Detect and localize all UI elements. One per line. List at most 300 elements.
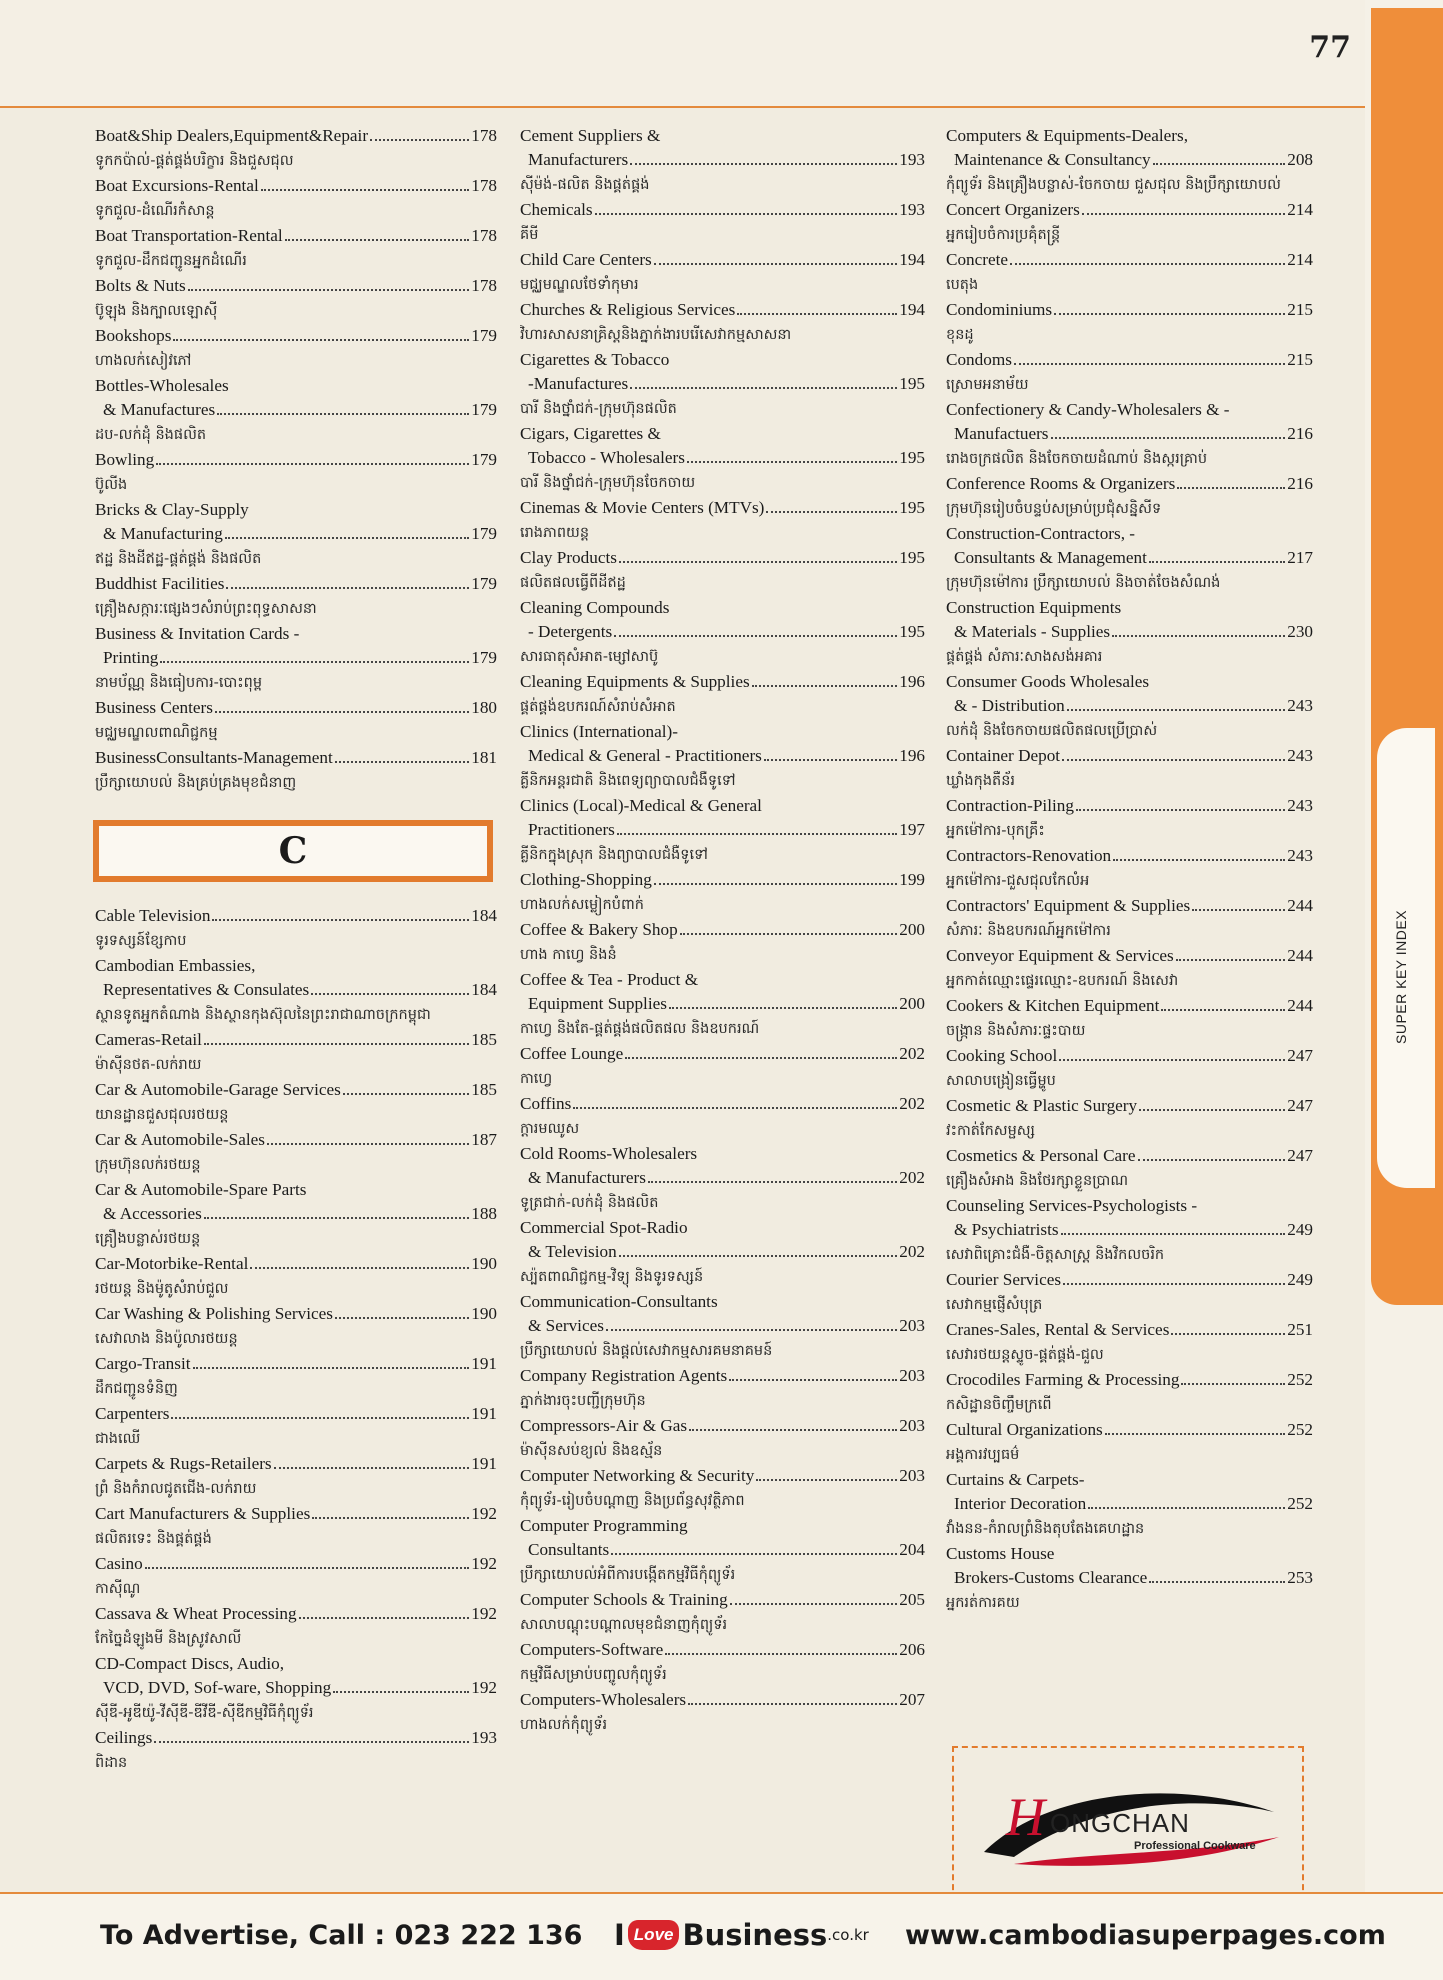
index-entry [520, 1216, 925, 1290]
dot-leader [217, 413, 469, 415]
entry-page-number: 208 [1287, 150, 1313, 169]
entry-khmer: ចង្ក្រាន និងសំភារៈផ្ទះបាយ [946, 1023, 1086, 1039]
entry-khmer: សេវាកម្មផ្ញើសំបុត្រ [946, 1297, 1043, 1313]
entry-line [946, 844, 1313, 868]
index-entry [95, 572, 497, 622]
dot-leader [193, 1367, 470, 1369]
entry-khmer: ហាងលក់កុំព្យូទ័រ [520, 1717, 608, 1733]
entry-title: Communication-Consultants [520, 1292, 718, 1311]
column-2-entries [520, 124, 925, 1738]
entry-line [95, 274, 497, 298]
entry-line [520, 248, 925, 272]
entry-page-number: 190 [471, 1254, 497, 1273]
index-entry [946, 1468, 1313, 1542]
entry-line [95, 1726, 497, 1750]
entry-khmer: កសិដ្ឋានចិញ្ចឹមក្រពើ [946, 1397, 1052, 1413]
entry-title: Bottles-Wholesales [95, 376, 229, 395]
entry-title: Representatives & Consulates [103, 980, 310, 999]
entry-line [95, 1676, 497, 1700]
dot-leader [311, 993, 469, 995]
entry-khmer: អ្នករៀបចំការប្រគុំតន្ត្រី [946, 227, 1061, 243]
index-entry [946, 348, 1313, 398]
dot-leader [226, 587, 469, 589]
dot-leader [1062, 759, 1285, 761]
entry-page-number: 244 [1287, 996, 1313, 1015]
dot-leader [648, 1181, 897, 1183]
entry-title: Bolts & Nuts [95, 276, 186, 295]
entry-page-number: 187 [471, 1130, 497, 1149]
dot-leader [156, 463, 469, 465]
entry-khmer: ដប-លក់ដុំ និងផលិត [95, 427, 207, 443]
entry-title: Business Centers [95, 698, 213, 717]
entry-title: Boat&Ship Dealers,Equipment&Repair [95, 126, 369, 145]
entry-line [520, 1042, 925, 1066]
entry-khmer: ក្តារមឈូស [520, 1121, 580, 1137]
entry-line [946, 1418, 1313, 1442]
index-entry [95, 1726, 497, 1776]
entry-khmer: ហាង កាហ្វេ និងនំ [520, 947, 617, 963]
entry-title: Clay Products [520, 548, 617, 567]
entry-title: Computer Programming [520, 1516, 688, 1535]
entry-title: Construction-Contractors, - [946, 524, 1136, 543]
entry-line [95, 572, 497, 596]
dot-leader [335, 761, 469, 763]
entry-khmer: ឃ្លាំងកុងតឺន័រ [946, 773, 1016, 789]
entry-title: & Psychiatrists [954, 1220, 1059, 1239]
index-entry [95, 1552, 497, 1602]
entry-line [520, 372, 925, 396]
entry-title: Tobacco - Wholesalers [528, 448, 685, 467]
entry-line [520, 868, 925, 892]
entry-page-number: 194 [899, 250, 925, 269]
entry-line [946, 694, 1313, 718]
entry-title: Bowling [95, 450, 155, 469]
dot-leader [299, 1617, 470, 1619]
entry-khmer: ប៊ូឡុង និងក្បាលឡោស៊ី [95, 303, 218, 319]
entry-line [95, 224, 497, 248]
index-entry [520, 496, 925, 546]
entry-title: Computer Networking & Security [520, 1466, 755, 1485]
entry-line [520, 1588, 925, 1612]
entry-title: Carpets & Rugs-Retailers [95, 1454, 272, 1473]
entry-page-number: 216 [1287, 474, 1313, 493]
entry-page-number: 192 [471, 1504, 497, 1523]
entry-khmer: ផ្គត់ផ្គង់ឧបករណ៍សំរាប់សំអាត [520, 699, 676, 715]
index-entry [520, 1364, 925, 1414]
page-header [0, 0, 1365, 108]
entry-khmer: គ្រឿងបន្លាស់រថយន្ត [95, 1231, 201, 1247]
entry-page-number: 200 [899, 994, 925, 1013]
entry-line [946, 1094, 1313, 1118]
entry-title: Cement Suppliers & [520, 126, 661, 145]
index-entry [95, 696, 497, 746]
entry-title: Buddhist Facilities [95, 574, 225, 593]
heart-icon: Love [628, 1920, 680, 1950]
entry-line [95, 1352, 497, 1376]
website-link[interactable]: www.cambodiasuperpages.com [905, 1920, 1386, 1951]
index-entry [95, 1652, 497, 1726]
entry-title: Car & Automobile-Sales [95, 1130, 265, 1149]
index-entry [520, 1464, 925, 1514]
entry-title: Condominiums [946, 300, 1053, 319]
index-entry [520, 794, 925, 868]
index-entry [520, 918, 925, 968]
entry-line [520, 620, 925, 644]
entry-page-number: 203 [899, 1366, 925, 1385]
logo-i: I [614, 1918, 625, 1952]
entry-khmer: កុំព្យូទ័រ-រៀបចំបណ្តាញ និងប្រព័ន្ធសុវត្ថិភាព [520, 1493, 745, 1509]
section-letter: C [278, 830, 308, 872]
entry-page-number: 243 [1287, 846, 1313, 865]
entry-page-number: 184 [471, 906, 497, 925]
entry-line [95, 324, 497, 348]
entry-khmer: បារី និងថ្នាំជក់-ក្រុមហ៊ុនផលិត [520, 401, 677, 417]
dot-leader [764, 759, 897, 761]
entry-khmer: គីមី [520, 227, 539, 243]
entry-khmer: ប៊ូលីង [95, 477, 128, 493]
column-1 [95, 124, 497, 1776]
side-tab-orange [1371, 8, 1443, 1305]
entry-page-number: 206 [899, 1640, 925, 1659]
dot-leader [261, 189, 469, 191]
entry-khmer: ជាងឈើ [95, 1431, 141, 1447]
entry-page-number: 195 [899, 548, 925, 567]
entry-title: Clothing-Shopping [520, 870, 652, 889]
entry-title: Confectionery & Candy-Wholesalers & - [946, 400, 1230, 419]
dot-leader [274, 1467, 470, 1469]
entry-title: Child Care Centers [520, 250, 652, 269]
entry-page-number: 185 [471, 1080, 497, 1099]
entry-line [520, 1688, 925, 1712]
index-entry [946, 398, 1313, 472]
entry-title: Clinics (Local)-Medical & General [520, 796, 762, 815]
entry-khmer: មជ្ឈមណ្ឌលថែទាំកុមារ [520, 277, 639, 293]
dot-leader [212, 919, 469, 921]
entry-title: Cable Television [95, 906, 211, 925]
dot-leader [1105, 1433, 1285, 1435]
entry-page-number: 179 [471, 400, 497, 419]
entry-title: Cleaning Compounds [520, 598, 670, 617]
entry-line [520, 1538, 925, 1562]
entry-title: Carpenters [95, 1404, 170, 1423]
entry-title: Container Depot [946, 746, 1061, 765]
entry-page-number: 203 [899, 1466, 925, 1485]
entry-khmer: ខុនដូ [946, 327, 974, 343]
index-entry [520, 422, 925, 496]
entry-line [95, 1252, 497, 1276]
index-entry [95, 1252, 497, 1302]
dot-leader [188, 289, 469, 291]
entry-page-number: 193 [899, 150, 925, 169]
entry-title: Interior Decoration [954, 1494, 1087, 1513]
index-entry [95, 1028, 497, 1078]
entry-line [520, 1364, 925, 1388]
dot-leader [1014, 363, 1285, 365]
entry-line [95, 174, 497, 198]
entry-page-number: 247 [1287, 1096, 1313, 1115]
entry-khmer: គ្លីនិកអន្តរជាតិ និងពេទ្យព្យាបាលជំងឺទូទៅ [520, 773, 736, 789]
entry-page-number: 179 [471, 524, 497, 543]
entry-khmer: ស្ប៉តពាណិជ្ជកម្ម-វិទ្យុ និងទូរទស្សន៍ [520, 1269, 704, 1285]
entry-title: Cosmetic & Plastic Surgery [946, 1096, 1138, 1115]
index-entry [520, 720, 925, 794]
entry-line [520, 1240, 925, 1264]
dot-leader [1113, 859, 1285, 861]
entry-line [946, 1268, 1313, 1292]
entry-page-number: 178 [471, 226, 497, 245]
entry-title: Ceilings [95, 1728, 153, 1747]
entry-khmer: គ្រឿងសក្ការៈផ្សេងៗសំរាប់ព្រះពុទ្ធសាសនា [95, 601, 317, 617]
dot-leader [729, 1379, 897, 1381]
column-3 [946, 124, 1313, 1616]
entry-page-number: 249 [1287, 1270, 1313, 1289]
dot-leader [573, 1107, 897, 1109]
entry-title: Cultural Organizations [946, 1420, 1103, 1439]
index-entry [520, 596, 925, 670]
index-entry [946, 298, 1313, 348]
dot-leader [1054, 313, 1285, 315]
entry-page-number: 230 [1287, 622, 1313, 641]
entry-page-number: 193 [471, 1728, 497, 1747]
entry-line [520, 1166, 925, 1190]
index-entry [946, 596, 1313, 670]
entry-line [520, 670, 925, 694]
entry-title: Concrete [946, 250, 1009, 269]
dot-leader [756, 1479, 897, 1481]
entry-page-number: 253 [1287, 1568, 1313, 1587]
entry-page-number: 251 [1287, 1320, 1313, 1339]
index-entry [95, 324, 497, 374]
entry-title: Cigarettes & Tobacco [520, 350, 670, 369]
entry-khmer: ក្រុមហ៊ុនលក់រថយន្ត [95, 1157, 201, 1173]
entry-line [520, 1314, 925, 1338]
dot-leader [1176, 959, 1286, 961]
entry-line [946, 894, 1313, 918]
dot-leader [333, 1691, 469, 1693]
index-entry [95, 954, 497, 1028]
index-entry [946, 894, 1313, 944]
entry-title: & Manufacturers [528, 1168, 646, 1187]
index-entry [95, 124, 497, 174]
entry-page-number: 247 [1287, 1046, 1313, 1065]
entry-khmer: ទូកជួល-ដឹកជញ្ជូនអ្នកដំណើរ [95, 253, 247, 269]
entry-title: Consumer Goods Wholesales [946, 672, 1150, 691]
entry-page-number: 244 [1287, 896, 1313, 915]
entry-khmer: អ្នកកាត់ឈ្មោះផ្ទេរឈ្មោះ-ឧបករណ៍ និងសេវា [946, 973, 1179, 989]
entry-khmer: ស៊ីឌី-អូឌីយ៉ូ-វីស៊ីឌី-ឌីវីឌី-ស៊ីឌីកម្មវិធីកុំព្យូទ័រ [95, 1705, 314, 1721]
dot-leader [1149, 561, 1285, 563]
entry-khmer: រថយន្ត និងម៉ូតូសំរាប់ជួល [95, 1281, 229, 1297]
dot-leader [285, 239, 470, 241]
index-entry [946, 472, 1313, 522]
entry-khmer: អ្នកម៉ៅការ-ជួសជុលកែលំអ [946, 873, 1090, 889]
entry-khmer: រោងចក្រផលិត និងចែកចាយដំណាប់ និងស្ករគ្រាប់ [946, 451, 1208, 467]
dot-leader [1177, 487, 1285, 489]
dot-leader [215, 711, 469, 713]
entry-line [95, 1202, 497, 1226]
dot-leader [1192, 909, 1285, 911]
index-entry [95, 1602, 497, 1652]
entry-page-number: 202 [899, 1242, 925, 1261]
index-entry [520, 248, 925, 298]
entry-khmer: ហាងលក់សៀវភៅ [95, 353, 192, 369]
index-entry [520, 298, 925, 348]
dot-leader [617, 833, 897, 835]
entry-page-number: 192 [471, 1604, 497, 1623]
entry-line [946, 472, 1313, 496]
index-entry [946, 1318, 1313, 1368]
dot-leader [630, 163, 897, 165]
entry-title: CD-Compact Discs, Audio, [95, 1654, 285, 1673]
entry-page-number: 216 [1287, 424, 1313, 443]
entry-page-number: 179 [471, 574, 497, 593]
entry-line [95, 1502, 497, 1526]
entry-page-number: 205 [899, 1590, 925, 1609]
entry-title: Commercial Spot-Radio [520, 1218, 688, 1237]
entry-title: BusinessConsultants-Management [95, 748, 333, 767]
entry-line [946, 1318, 1313, 1342]
dot-leader [680, 933, 898, 935]
entry-line [520, 918, 925, 942]
dot-leader [611, 1553, 897, 1555]
dot-leader [154, 1741, 469, 1743]
entry-line [946, 1566, 1313, 1590]
entry-title: Practitioners [528, 820, 615, 839]
entry-title: Cambodian Embassies, [95, 956, 256, 975]
entry-khmer: គ្លីនិកក្នុងស្រុក និងព្យាបាលជំងឺទូទៅ [520, 847, 708, 863]
entry-khmer: ភ្នាក់ងារចុះបញ្ជីក្រុមហ៊ុន [520, 1393, 646, 1409]
dot-leader [606, 1329, 897, 1331]
index-entry [520, 348, 925, 422]
entry-page-number: 188 [471, 1204, 497, 1223]
entry-khmer: ក្រុមហ៊ុនម៉ៅការ ប្រឹក្សាយោបល់ និងចាត់ចែងសំណង់ [946, 575, 1221, 591]
entry-khmer: ទូកកប៉ាល់-ផ្គត់ផ្គង់បរិក្ខារ និងជួសជុល [95, 153, 294, 169]
entry-page-number: 179 [471, 450, 497, 469]
entry-title: Medical & General - Practitioners [528, 746, 762, 765]
entry-title: Churches & Religious Services [520, 300, 736, 319]
entry-line [520, 198, 925, 222]
entry-line [946, 744, 1313, 768]
column-1-c-entries [95, 904, 497, 1776]
entry-khmer: កាស៊ីណូ [95, 1581, 141, 1597]
entry-khmer: សេវារថយន្តស្ទូច-ផ្គត់ផ្គង់-ជួល [946, 1347, 1104, 1363]
entry-khmer: មជ្ឈមណ្ឌលពាណិជ្ជកម្ម [95, 725, 218, 741]
entry-title: Customs House [946, 1544, 1055, 1563]
entry-page-number: 207 [899, 1690, 925, 1709]
entry-title: Counseling Services-Psychologists - [946, 1196, 1198, 1215]
entry-khmer: ទូរទស្សន៍ខ្សែកាប [95, 933, 187, 949]
entry-khmer: វាំងនន-កំរាលព្រំនិងតុបតែងគេហដ្ឋាន [946, 1521, 1145, 1537]
entry-khmer: រោងភាពយន្ត [520, 525, 590, 541]
index-entry [946, 1094, 1313, 1144]
entry-page-number: 191 [471, 1354, 497, 1373]
entry-page-number: 202 [899, 1168, 925, 1187]
dot-leader [335, 1317, 469, 1319]
dot-leader [1059, 1059, 1285, 1061]
index-entry [95, 622, 497, 696]
index-entry [520, 546, 925, 596]
entry-title: Construction Equipments [946, 598, 1122, 617]
entry-khmer: ម៉ាស៊ីនថត-លក់រាយ [95, 1057, 202, 1073]
index-entry [946, 124, 1313, 198]
entry-page-number: 197 [899, 820, 925, 839]
entry-line [946, 348, 1313, 372]
entry-page-number: 195 [899, 448, 925, 467]
entry-page-number: 195 [899, 498, 925, 517]
entry-page-number: 179 [471, 648, 497, 667]
dot-leader [343, 1093, 469, 1095]
entry-khmer: សាលាបង្រៀនធ្វើម្ហូប [946, 1073, 1056, 1089]
section-letter-box [93, 820, 493, 882]
entry-khmer: អ្នកម៉ៅការ-បុកគ្រឹះ [946, 823, 1045, 839]
entry-title: & Services [528, 1316, 604, 1335]
index-entry [520, 124, 925, 198]
index-entry [946, 248, 1313, 298]
entry-title: Cosmetics & Personal Care [946, 1146, 1136, 1165]
index-entry [946, 1044, 1313, 1094]
entry-page-number: 181 [471, 748, 497, 767]
entry-khmer: ទូត្រជាក់-លក់ដុំ និងផលិត [520, 1195, 659, 1211]
entry-khmer: វិហារសាសនាគ្រិស្ដនិងភ្នាក់ងារបរើសេវាកម្មសាសនា [520, 327, 792, 343]
entry-title: Cargo-Transit [95, 1354, 191, 1373]
index-entry [520, 968, 925, 1042]
entry-page-number: 199 [899, 870, 925, 889]
dot-leader [737, 313, 897, 315]
entry-line [520, 1464, 925, 1488]
dot-leader [250, 1267, 469, 1269]
entry-title: -Manufactures [528, 374, 629, 393]
entry-line [95, 1402, 497, 1426]
index-entry [946, 1418, 1313, 1468]
entry-khmer: ប្រឹក្សាយោបល់ និងផ្តល់សេវាកម្មសារគមនាគមន៍ [520, 1343, 773, 1359]
index-entry [520, 670, 925, 720]
entry-line [520, 1414, 925, 1438]
entry-title: Contractors' Equipment & Supplies [946, 896, 1191, 915]
entry-page-number: 243 [1287, 696, 1313, 715]
dot-leader [1076, 809, 1285, 811]
entry-line [95, 1302, 497, 1326]
entry-line [95, 522, 497, 546]
entry-title: Cookers & Kitchen Equipment [946, 996, 1160, 1015]
side-tab [1365, 0, 1443, 1980]
entry-title: Car Washing & Polishing Services [95, 1304, 333, 1323]
entry-line [520, 818, 925, 842]
dot-leader [1112, 635, 1285, 637]
entry-title: Computers-Software [520, 1640, 664, 1659]
hongchan-advert[interactable] [952, 1746, 1304, 1900]
entry-page-number: 196 [899, 672, 925, 691]
entry-page-number: 217 [1287, 548, 1313, 567]
entry-line [520, 744, 925, 768]
entry-page-number: 191 [471, 1404, 497, 1423]
ad-tagline: Professional Cookware [1134, 1840, 1256, 1852]
dot-leader [145, 1567, 469, 1569]
entry-title: Brokers-Customs Clearance [954, 1568, 1148, 1587]
entry-title: Company Registration Agents [520, 1366, 728, 1385]
index-entry [946, 1268, 1313, 1318]
entry-title: Cinemas & Movie Centers (MTVs) [520, 498, 765, 517]
entry-page-number: 249 [1287, 1220, 1313, 1239]
entry-khmer: សាលាបណ្តុះបណ្តាលមុខជំនាញកុំព្យូទ័រ [520, 1617, 728, 1633]
entry-title: Casino [95, 1554, 143, 1573]
entry-title: Crocodiles Farming & Processing [946, 1370, 1180, 1389]
entry-title: Condoms [946, 350, 1012, 369]
entry-title: & Accessories [103, 1204, 202, 1223]
entry-page-number: 215 [1287, 350, 1313, 369]
entry-khmer: សេវាលាង និងប៉ូលារថយន្ត [95, 1331, 238, 1347]
entry-khmer: ស្រោមអនាម័យ [946, 377, 1029, 393]
entry-title: Maintenance & Consultancy [954, 150, 1151, 169]
